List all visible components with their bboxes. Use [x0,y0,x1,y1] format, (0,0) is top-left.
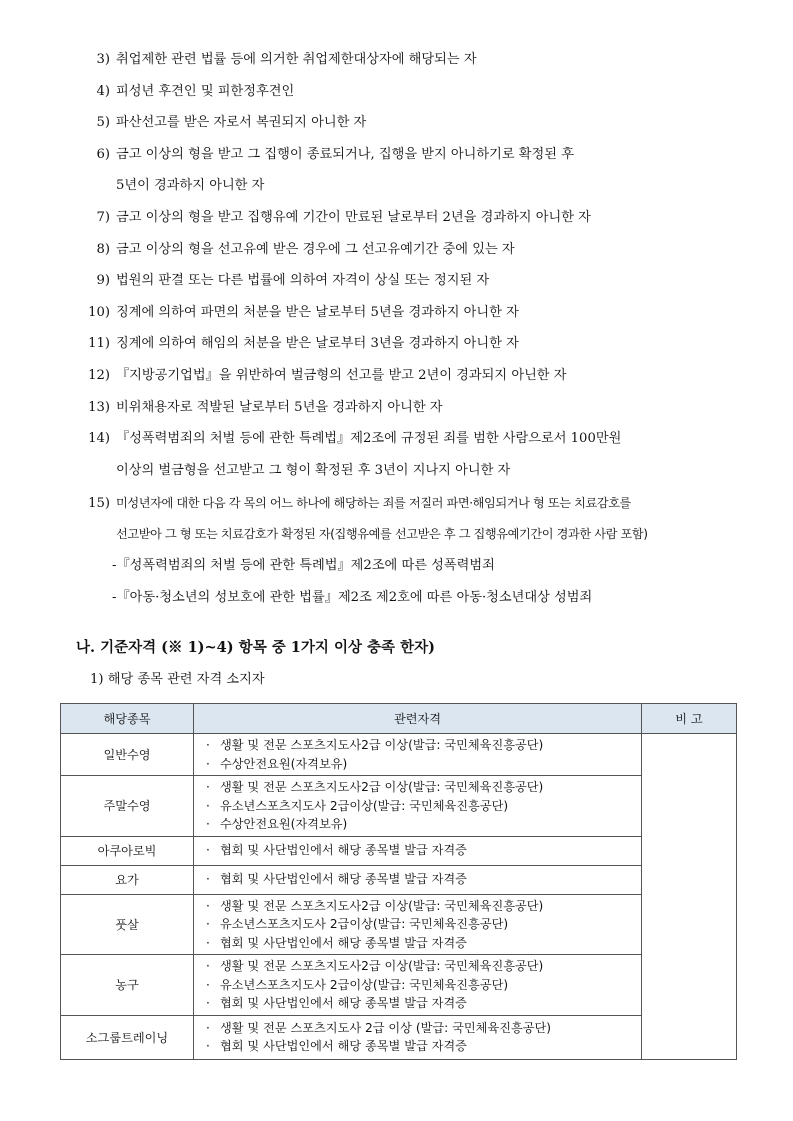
qualification-text: 생활 및 전문 스포츠지도사2급 이상(발급: 국민체육진흥공단) [220,738,544,752]
event-cell: 아쿠아로빅 [61,836,194,865]
item-number: 8) [96,242,110,257]
qualification-text: 협회 및 사단법인에서 해당 종목별 발급 자격증 [220,935,467,950]
table-row [61,865,737,894]
qualification-text: 협회 및 사단법인에서 해당 종목별 발급 자격증 [220,996,467,1010]
qualification-line [206,994,641,1013]
item-text: 미성년자에 대한 다음 각 목의 어느 하나에 해당하는 죄를 저질러 파면·해임되거나 형 또는 치료감호를 [116,496,631,510]
item-continuation: 5년이 경과하지 아니한 자 [116,178,265,193]
item-text: 『성폭력범죄의 처벌 등에 관한 특례법』제2조에 규정된 죄를 범한 사람으로서 100만원 [116,431,622,446]
event-cell: 주말수영 [61,776,194,837]
item-number: 12) [88,368,110,383]
event-cell: 일반수영 [61,734,194,776]
bullet: · [206,780,210,794]
qualification-line [206,736,641,755]
note-cell [642,734,737,1060]
item-text: 징계에 의하여 파면의 처분을 받은 날로부터 5년을 경과하지 아니한 자 [116,305,519,320]
qualification-line [206,934,641,953]
list-item [78,366,748,386]
event-cell: 요가 [61,865,194,894]
item-number: 11) [88,336,110,351]
list-item [78,82,748,102]
list-item [78,493,748,514]
qualification-text: 수상안전요원(자격보유) [220,817,348,831]
section-heading: 나. 기준자격 (※ 1)~4) 항목 중 1가지 이상 충족 한자) [76,639,435,656]
event-cell: 농구 [61,955,194,1016]
qualifications-cell [194,865,642,894]
bullet: · [206,996,210,1010]
list-item [78,429,748,449]
table-row [61,1015,737,1059]
qualifications-table [60,703,737,1060]
table-row [61,955,737,1016]
qualification-text: 유소년스포츠지도사 2급이상(발급: 국민체육진흥공단) [220,798,509,813]
item-text: 피성년 후견인 및 피한정후견인 [116,84,295,99]
bullet: · [206,843,210,858]
item-number: 3) [96,52,110,67]
qualification-text: 생활 및 전문 스포츠지도사2급 이상(발급: 국민체육진흥공단) [220,780,544,794]
list-item [78,303,748,323]
header-qualifications: 관련자격 [194,704,642,734]
bullet: · [206,959,210,973]
item-text: 금고 이상의 형을 받고 집행유예 기간이 만료된 날로부터 2년을 경과하지 아니한 자 [116,210,591,225]
item-number: 14) [88,431,110,446]
list-item [78,113,748,133]
item-text: 징계에 의하여 해임의 처분을 받은 날로부터 3년을 경과하지 아니한 자 [116,336,519,351]
bullet: · [206,817,210,831]
qualification-line [206,1019,641,1038]
item-number: 10) [88,305,110,320]
item-text: 법원의 판결 또는 다른 법률에 의하여 자격이 상실 또는 정지된 자 [116,273,490,288]
item-number: 15) [88,496,110,511]
item-text: 금고 이상의 형을 선고유예 받은 경우에 그 선고유예기간 중에 있는 자 [116,242,515,257]
subheading: 1) 해당 종목 관련 자격 소지자 [90,672,265,687]
qualification-line [206,755,641,774]
item-number: 5) [96,115,110,130]
list-item [78,398,748,418]
item-continuation: 이상의 벌금형을 선고받고 그 형이 확정된 후 3년이 지나지 아니한 자 [116,463,511,478]
qualification-text: 협회 및 사단법인에서 해당 종목별 발급 자격증 [220,1039,467,1053]
qualification-text: 생활 및 전문 스포츠지도사 2급 이상 (발급: 국민체육진흥공단) [220,1020,552,1035]
qualification-text: 유소년스포츠지도사 2급이상(발급: 국민체육진흥공단) [220,977,509,992]
item-text: 『지방공기업법』을 위반하여 벌금형의 선고를 받고 2년이 경과되지 아닌한 자 [116,368,567,383]
sub-item: -『아동·청소년의 성보호에 관한 법률』제2조 제2호에 따른 아동·청소년대상 성범죄 [112,590,593,605]
qualification-text: 생활 및 전문 스포츠지도사2급 이상(발급: 국민체육진흥공단) [220,898,544,913]
list-item [78,50,748,70]
table-row [61,836,737,865]
bullet: · [206,872,210,887]
list-item [78,145,748,165]
event-cell: 소그룹트레이닝 [61,1015,194,1059]
bullet: · [206,756,210,771]
sub-item: -『성폭력범죄의 처벌 등에 관한 특례법』제2조에 따른 성폭력범죄 [112,558,495,573]
item-number: 4) [96,84,110,99]
event-cell: 풋살 [61,894,194,955]
item-text: 파산선고를 받은 자로서 복권되지 아니한 자 [116,115,367,130]
qualifications-cell [194,776,642,837]
list-item [78,334,748,354]
table-header-row [61,704,737,734]
item-continuation: 선고받아 그 형 또는 치료감호가 확정된 자(집행유예를 선고받은 후 그 집행유예기간이 경과한 사람 포함) [116,527,648,541]
list-item [78,240,748,260]
qualification-text: 생활 및 전문 스포츠지도사2급 이상(발급: 국민체육진흥공단) [220,959,544,973]
qualification-line [206,897,641,916]
qualifications-cell [194,734,642,776]
table-row [61,776,737,837]
qualification-line [206,957,641,976]
table-row [61,734,737,776]
list-item [78,271,748,291]
qualification-line [206,976,641,995]
qualifications-cell [194,894,642,955]
qualification-text: 협회 및 사단법인에서 해당 종목별 발급 자격증 [220,872,467,887]
bullet: · [206,1020,210,1035]
qualification-text: 수상안전요원(자격보유) [220,756,348,771]
list-item [78,208,748,228]
item-number: 7) [96,210,110,225]
header-note: 비 고 [642,704,737,734]
qualification-line [206,778,641,797]
bullet: · [206,917,210,931]
bullet: · [206,977,210,992]
item-text: 금고 이상의 형을 받고 그 집행이 종료되거나, 집행을 받지 아니하기로 확정된 후 [116,147,574,162]
bullet: · [206,935,210,950]
qualifications-cell [194,955,642,1016]
bullet: · [206,898,210,913]
item-text: 비위채용자로 적발된 날로부터 5년을 경과하지 아니한 자 [116,400,443,415]
bullet: · [206,1039,210,1053]
qualification-text: 협회 및 사단법인에서 해당 종목별 발급 자격증 [220,843,467,858]
bullet: · [206,798,210,813]
qualification-line [206,797,641,816]
qualification-line [206,870,641,889]
header-event: 해당종목 [61,704,194,734]
qualification-line [206,1037,641,1056]
table-row [61,894,737,955]
qualification-text: 유소년스포츠지도사 2급이상(발급: 국민체육진흥공단) [220,917,509,931]
qualifications-cell [194,1015,642,1059]
item-number: 9) [96,273,110,288]
item-text: 취업제한 관련 법률 등에 의거한 취업제한대상자에 해당되는 자 [116,52,477,67]
qualifications-cell [194,836,642,865]
item-number: 6) [96,147,110,162]
item-number: 13) [88,400,110,415]
bullet: · [206,738,210,752]
qualification-line [206,815,641,834]
qualification-line [206,841,641,860]
qualification-line [206,915,641,934]
